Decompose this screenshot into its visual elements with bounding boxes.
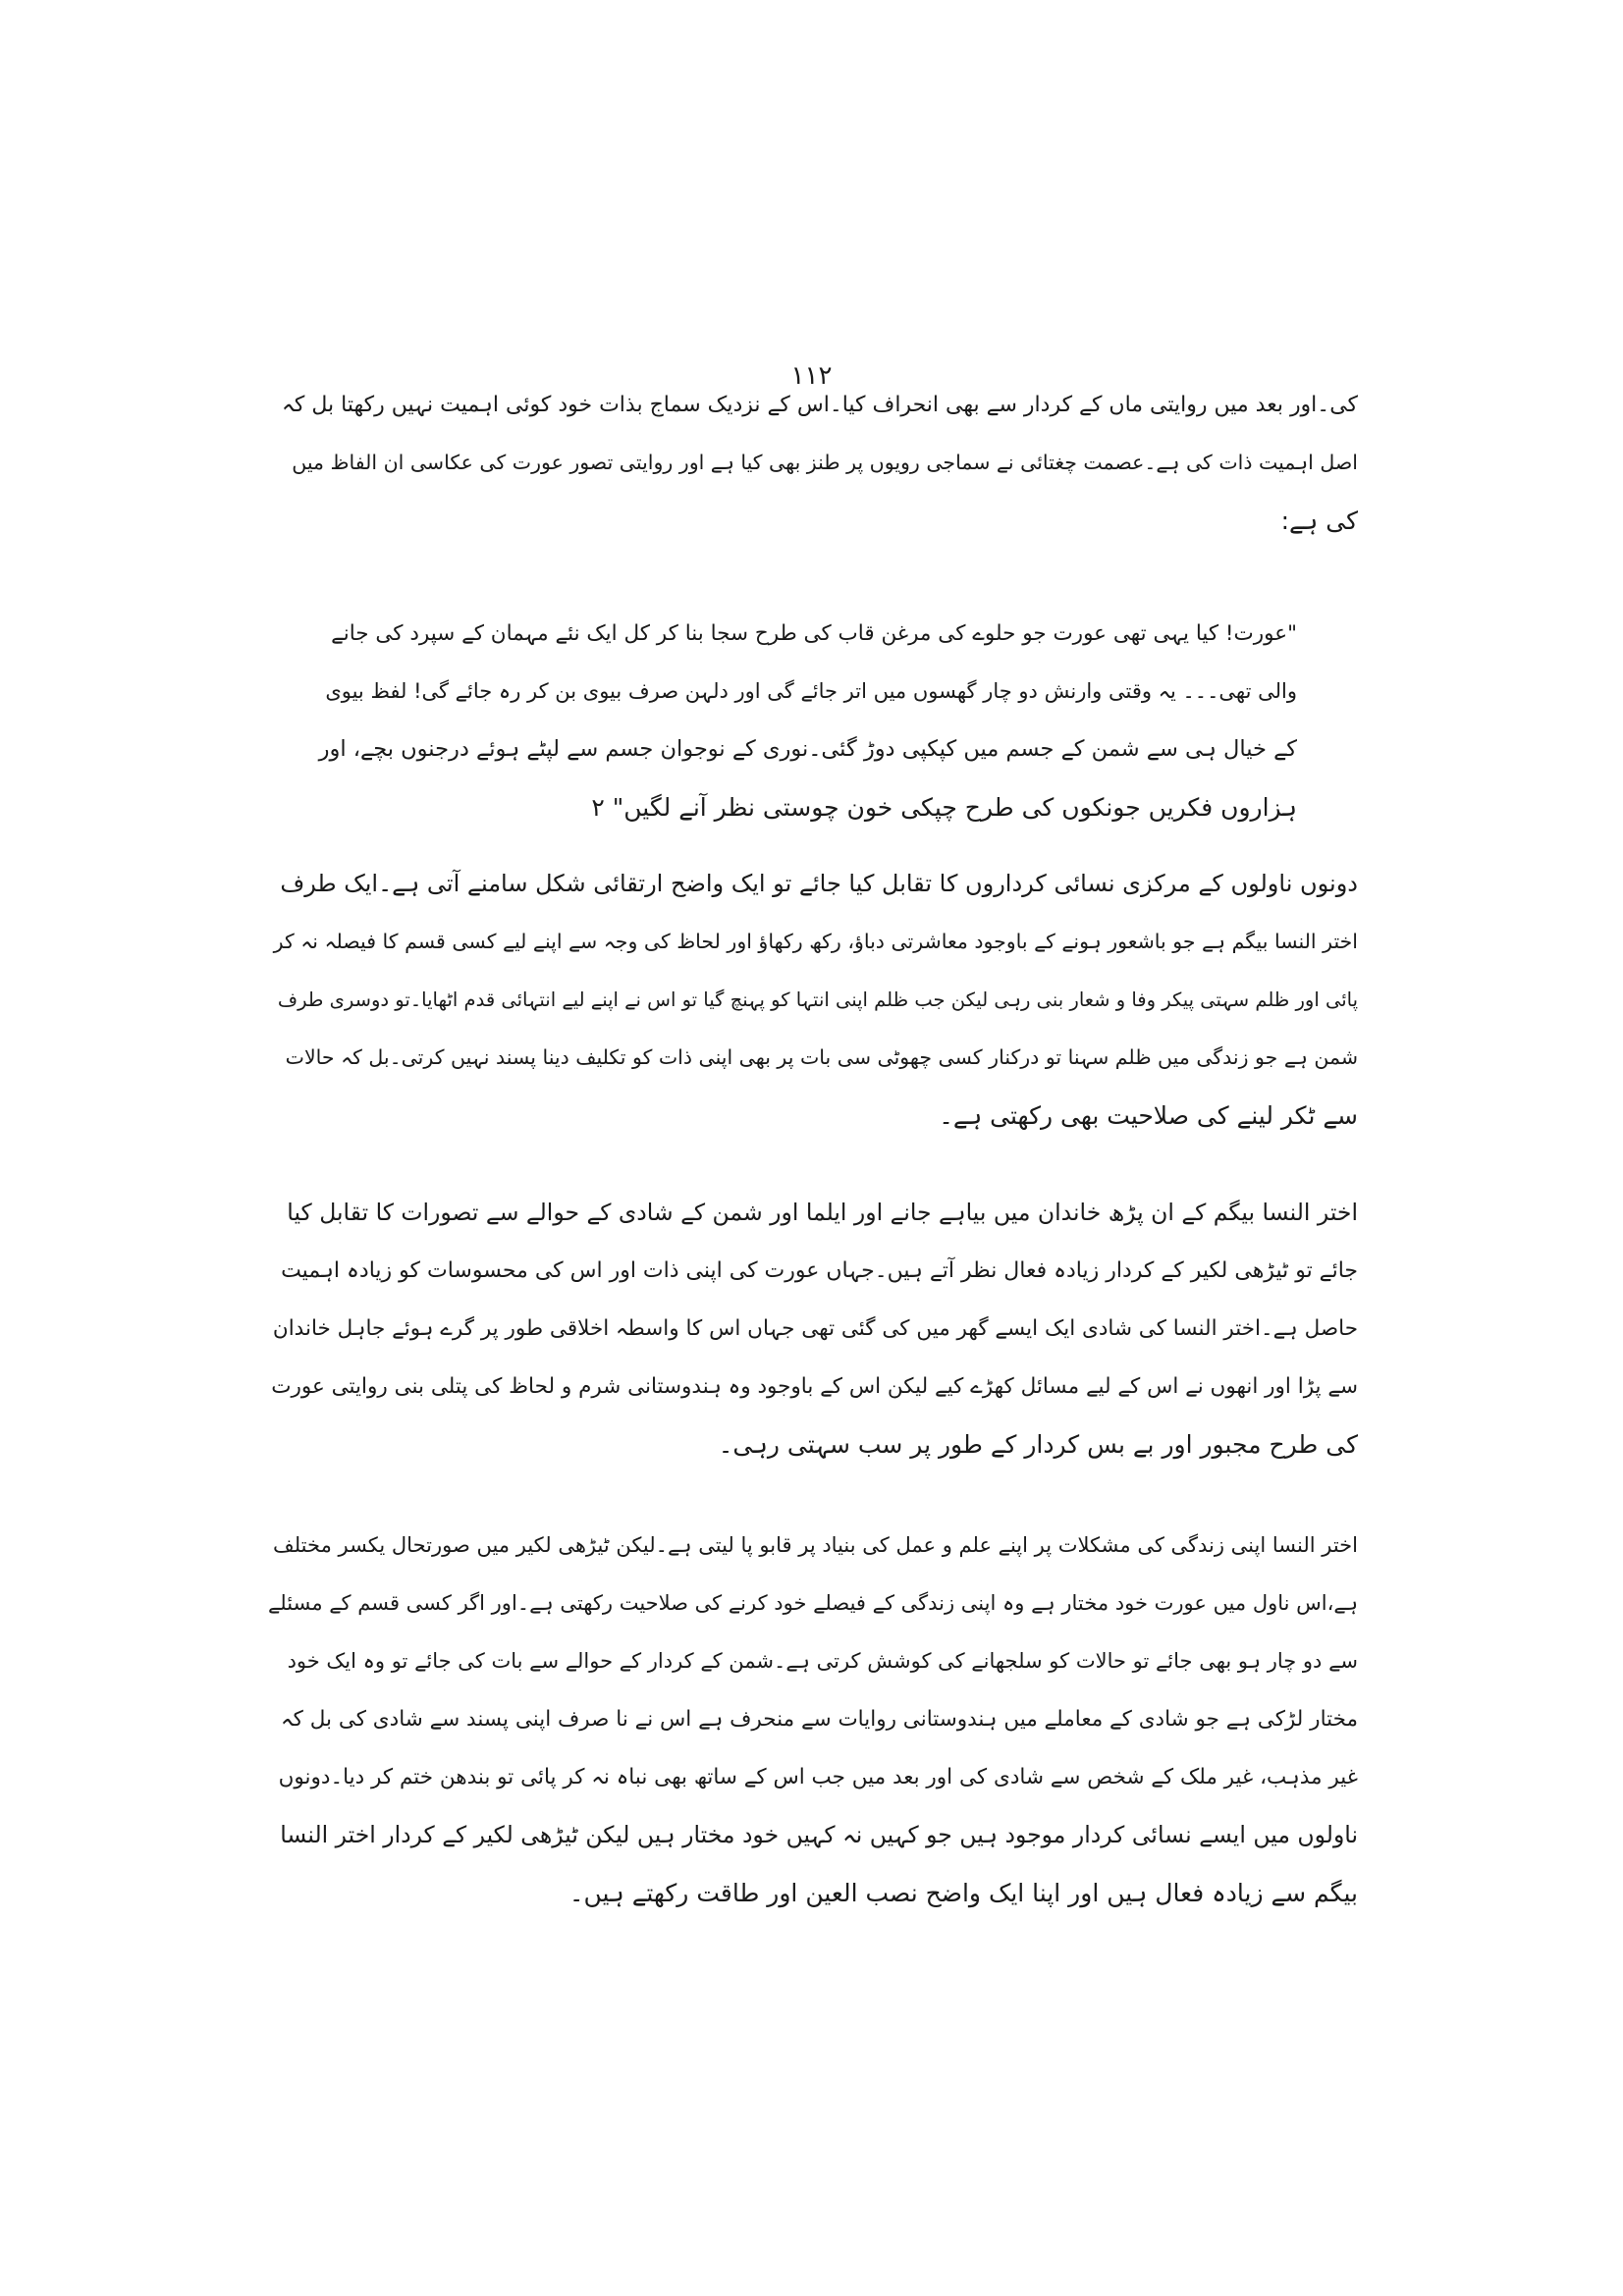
quote-line: کے خیال ہی سے شمن کے جسم میں کپکپی دوڑ گئی۔نوری کے نوجوان جسم سے لپٹے ہوئے درجنوں بچے، اور bbox=[318, 736, 1297, 762]
paragraph-line: سے ٹکر لینے کی صلاحیت بھی رکھتی ہے۔ bbox=[939, 1101, 1358, 1130]
quote-line: "عورت! کیا یہی تھی عورت جو حلوے کی مرغن قاب کی طرح سجا بنا کر کل ایک نئے مہمان کے سپرد کی جانے bbox=[331, 621, 1297, 646]
paragraph-line: اصل اہمیت ذات کی ہے۔عصمت چغتائی نے سماجی رویوں پر طنز بھی کیا ہے اور روایتی تصور عورت کی عکاسی ان الفاظ میں bbox=[292, 451, 1358, 474]
paragraph-line: جائے تو ٹیڑھی لکیر کے کردار زیادہ فعال نظر آتے ہیں۔جہاں عورت کی اپنی ذات اور اس کی محسوسات کو زیادہ اہمیت bbox=[281, 1258, 1358, 1283]
paragraph-line: اختر النسا بیگم کے ان پڑھ خاندان میں بیاہے جانے اور ایلما اور شمن کے شادی کے حوالے سے تصورات کا تقابل کیا bbox=[287, 1199, 1358, 1226]
paragraph-3 bbox=[268, 1184, 1358, 1473]
paragraph-line: شمن ہے جو زندگی میں ظلم سہنا تو درکنار کسی چھوٹی سی بات پر بھی اپنی ذات کو تکلیف دینا پسند نہیں کرتی۔بل کہ حالات bbox=[285, 1045, 1358, 1069]
paragraph-2 bbox=[268, 855, 1358, 1145]
paragraph-line: ہے،اس ناول میں عورت خود مختار ہے وہ اپنی زندگی کے فیصلے خود کرنے کی صلاحیت رکھتی ہے۔اور اگر کسی قسم کے مسئلے bbox=[268, 1591, 1358, 1615]
paragraph-line: حاصل ہے۔اختر النسا کی شادی ایک ایسے گھر میں کی گئی تھی جہاں اس کا واسطہ اخلاقی طور پر گرے ہوئے جاہل خاندان bbox=[272, 1316, 1358, 1341]
paragraph-4 bbox=[268, 1517, 1358, 1922]
paragraph-line: بیگم سے زیادہ فعال ہیں اور اپنا ایک واضح نصب العین اور طاقت رکھتے ہیں۔ bbox=[568, 1879, 1358, 1907]
paragraph-line: پائی اور ظلم سہتی پیکر وفا و شعار بنی رہی لیکن جب ظلم اپنی انتہا کو پہنچ گیا تو اس نے اپنے لیے انتہائی قدم اٹھایا۔تو دوسری طرف bbox=[277, 988, 1358, 1011]
quote-line: والی تھی۔۔۔ یہ وقتی وارنش دو چار گھسوں میں اتر جائے گی اور دلہن صرف بیوی بن کر رہ جائے گی! لفظ بیوی bbox=[325, 679, 1297, 703]
paragraph-line: سے دو چار ہو بھی جائے تو حالات کو سلجھانے کی کوشش کرتی ہے۔شمن کے کردار کے حوالے سے بات کی جائے تو وہ ایک خود bbox=[287, 1649, 1358, 1673]
block-quote bbox=[315, 605, 1297, 836]
paragraph-line: کی ہے: bbox=[1280, 507, 1358, 535]
paragraph-line: غیر مذہب، غیر ملک کے شخص سے شادی کی اور بعد میں جب اس کے ساتھ بھی نباہ نہ کر پائی تو بندھن ختم کر دیا۔دونوں bbox=[278, 1765, 1358, 1789]
paragraph-line: دونوں ناولوں کے مرکزی نسائی کرداروں کا تقابل کیا جائے تو ایک واضح ارتقائی شکل سامنے آتی ہے۔ایک طرف bbox=[280, 870, 1358, 897]
paragraph-line: کی طرح مجبور اور بے بس کردار کے طور پر سب سہتی رہی۔ bbox=[718, 1430, 1358, 1459]
quote-line: ہزاروں فکریں جونکوں کی طرح چپکی خون چوستی نظر آنے لگیں" ۲ bbox=[591, 793, 1297, 822]
paragraph-line: ناولوں میں ایسے نسائی کردار موجود ہیں جو کہیں نہ کہیں خود مختار ہیں لیکن ٹیڑھی لکیر کے کردار اختر النسا bbox=[280, 1821, 1358, 1848]
page-number: ۱۱۲ bbox=[790, 361, 833, 391]
paragraph-1 bbox=[268, 376, 1358, 550]
paragraph-line: مختار لڑکی ہے جو شادی کے معاملے میں ہندوستانی روایات سے منحرف ہے اس نے نا صرف اپنی پسند سے شادی کی بل کہ bbox=[281, 1707, 1358, 1732]
paragraph-line: اختر النسا بیگم ہے جو باشعور ہونے کے باوجود معاشرتی دباؤ، رکھ رکھاؤ اور لحاظ کی وجہ سے اپنے لیے کسی قسم کا فیصلہ نہ کر bbox=[273, 930, 1358, 953]
paragraph-line: کی۔اور بعد میں روایتی ماں کے کردار سے بھی انحراف کیا۔اس کے نزدیک سماج بذات خود کوئی اہمیت نہیں رکھتا بل کہ bbox=[281, 393, 1358, 417]
paragraph-line: سے پڑا اور انھوں نے اس کے لیے مسائل کھڑے کیے لیکن اس کے باوجود وہ ہندوستانی شرم و لحاظ کی پتلی بنی روایتی عورت bbox=[271, 1374, 1358, 1399]
paragraph-line: اختر النسا اپنی زندگی کی مشکلات پر اپنے علم و عمل کی بنیاد پر قابو پا لیتی ہے۔لیکن ٹیڑھی لکیر میں صورتحال یکسر مختلف bbox=[272, 1533, 1358, 1557]
